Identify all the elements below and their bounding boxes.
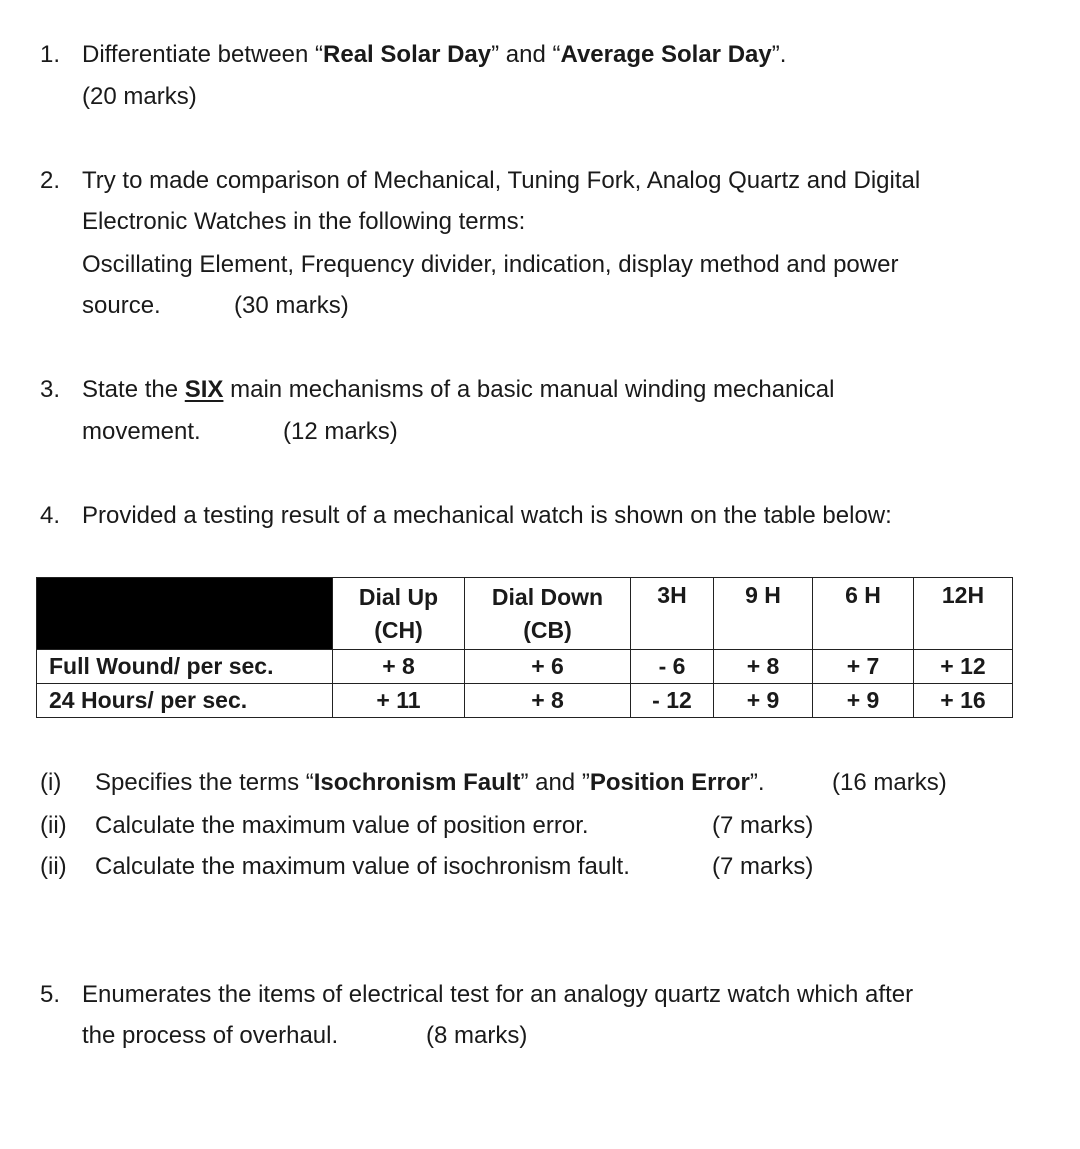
subquestion-number: (i) <box>40 769 62 796</box>
question-text: Differentiate between “Real Solar Day” and “Average Solar Day”. <box>82 41 787 68</box>
term-isochronism-fault: Isochronism Fault <box>313 769 521 796</box>
table-cell: + 8 <box>333 650 465 684</box>
header-12h: 12H <box>914 578 1013 650</box>
marks: (7 marks) <box>712 853 814 880</box>
row-label: Full Wound/ per sec. <box>37 650 333 684</box>
question-text: Provided a testing result of a mechanical watch is shown on the table below: <box>82 502 892 529</box>
row-label: 24 Hours/ per sec. <box>37 684 333 718</box>
term-position-error: Position Error <box>589 769 750 796</box>
table-row <box>37 650 1013 684</box>
header-dial-down: Dial Down (CB) <box>465 578 631 650</box>
subquestion-text: Calculate the maximum value of isochronism fault. <box>95 853 630 880</box>
table-corner-cell <box>37 578 333 650</box>
table-cell: + 16 <box>914 684 1013 718</box>
table-row <box>37 684 1013 718</box>
table-cell: + 8 <box>714 650 813 684</box>
subquestion-text: Calculate the maximum value of position error. <box>95 812 589 839</box>
question-text-line: source. <box>82 292 161 319</box>
table-cell: + 11 <box>333 684 465 718</box>
question-number: 1. <box>40 41 61 68</box>
question-number: 4. <box>40 502 61 529</box>
table-header-row <box>37 578 1013 650</box>
marks: (8 marks) <box>426 1022 528 1049</box>
marks: (20 marks) <box>82 83 197 110</box>
table-cell: + 7 <box>813 650 914 684</box>
question-text-line: Try to made comparison of Mechanical, Tuning Fork, Analog Quartz and Digital <box>82 167 921 194</box>
subquestion-text: Specifies the terms “Isochronism Fault” and ”Position Error”. <box>95 769 765 796</box>
question-text: State the SIX main mechanisms of a basic manual winding mechanical <box>82 376 835 403</box>
question-number: 5. <box>40 981 61 1008</box>
test-results-table <box>36 577 1013 718</box>
marks: (30 marks) <box>234 292 349 319</box>
question-text-line: movement. <box>82 418 201 445</box>
table-cell: + 12 <box>914 650 1013 684</box>
header-9h: 9 H <box>714 578 813 650</box>
subquestion-number: (ii) <box>40 853 67 880</box>
term-real-solar-day: Real Solar Day <box>323 41 492 68</box>
question-text-line: Enumerates the items of electrical test for an analogy quartz watch which after <box>82 981 914 1008</box>
emphasis-six: SIX <box>184 376 224 403</box>
header-dial-up: Dial Up (CH) <box>333 578 465 650</box>
table-cell: + 9 <box>813 684 914 718</box>
marks: (16 marks) <box>832 769 947 796</box>
subquestion-number: (ii) <box>40 812 67 839</box>
table-cell: + 6 <box>465 650 631 684</box>
term-average-solar-day: Average Solar Day <box>560 41 772 68</box>
question-text-line: Electronic Watches in the following terms: <box>82 208 526 235</box>
header-3h: 3H <box>631 578 714 650</box>
table-cell: + 9 <box>714 684 813 718</box>
table-cell: + 8 <box>465 684 631 718</box>
question-text-line: the process of overhaul. <box>82 1022 339 1049</box>
table-cell: - 12 <box>631 684 714 718</box>
table-cell: - 6 <box>631 650 714 684</box>
marks: (7 marks) <box>712 812 814 839</box>
header-6h: 6 H <box>813 578 914 650</box>
question-text-line: Oscillating Element, Frequency divider, indication, display method and power <box>82 251 899 278</box>
question-number: 3. <box>40 376 61 403</box>
marks: (12 marks) <box>283 418 398 445</box>
question-number: 2. <box>40 167 61 194</box>
